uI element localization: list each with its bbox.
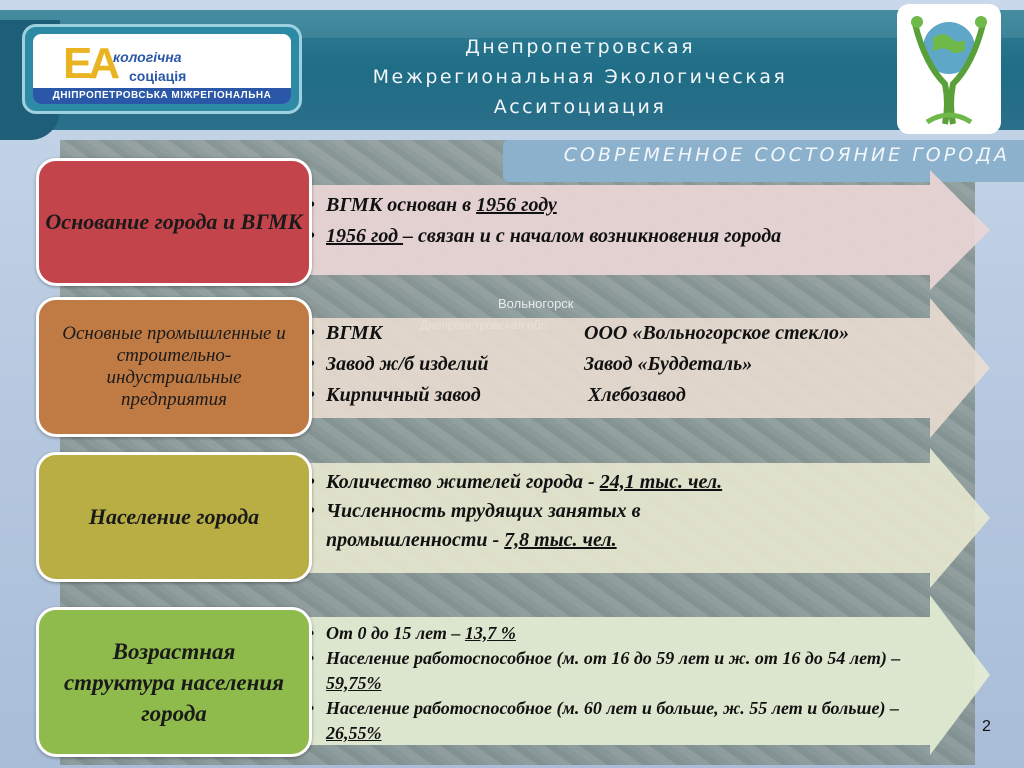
row-2-list [302,318,942,411]
row-3-list [302,468,762,555]
row-4-arrow [300,595,990,755]
title-line-3: Асситоциация [493,96,667,118]
title-line-1: Днепропетровская [464,36,696,58]
row-3-arrow [300,448,990,588]
row-2-label: Основные промышленные и строительно-индустриальные предприятия [36,297,312,437]
list-item: • Население работоспособное (м. от 16 до 59 лет и ж. от 16 до 54 лет) – 59,75% [302,646,922,696]
row-4-label: Возрастная структура населения города [36,607,312,757]
list-item: • Количество жителей города - 24,1 тыс. чел. [302,468,762,497]
list-item: • Население работоспособное (м. 60 лет и больше, ж. 55 лет и больше) – 26,55% [302,696,922,746]
list-item: • Кирпичный завод Хлебозавод [302,380,942,411]
list-item: • 1956 год – связан и с началом возникновения города [302,221,942,252]
list-item: • Численность трудящих занятых в промышленности - 7,8 тыс. чел. [302,497,762,555]
list-item: • Завод ж/б изделий Завод «Буддеталь» [302,349,942,380]
page-number: 2 [982,718,991,735]
logo-letters: EA [63,39,117,88]
row-1-label: Основание города и ВГМК [36,158,312,286]
eco-globe-logo [897,4,1001,134]
globe-icon [897,4,1001,134]
row-1-list [302,190,942,252]
list-item: • ВГМК ООО «Вольногорское стекло» [302,318,942,349]
row-3-label: Население города [36,452,312,582]
map-label-town: Вольногорск [498,296,574,311]
row-4-list [302,621,922,746]
row-1-arrow [300,170,990,290]
title-line-2: Межрегиональная Экологическая [372,66,788,88]
logo-word-1: кологічна [113,49,182,65]
row-2-arrow [300,298,990,438]
section-subtitle: СОВРЕМЕННОЕ СОСТОЯНИЕ ГОРОДА [563,144,1010,166]
logo-word-2: соціація [129,68,187,84]
list-item: • ВГМК основан в 1956 году [302,190,942,221]
logo-strip: ДНІПРОПЕТРОВСЬКА МІЖРЕГІОНАЛЬНА [33,88,291,104]
list-item: • От 0 до 15 лет – 13,7 % [302,621,922,646]
